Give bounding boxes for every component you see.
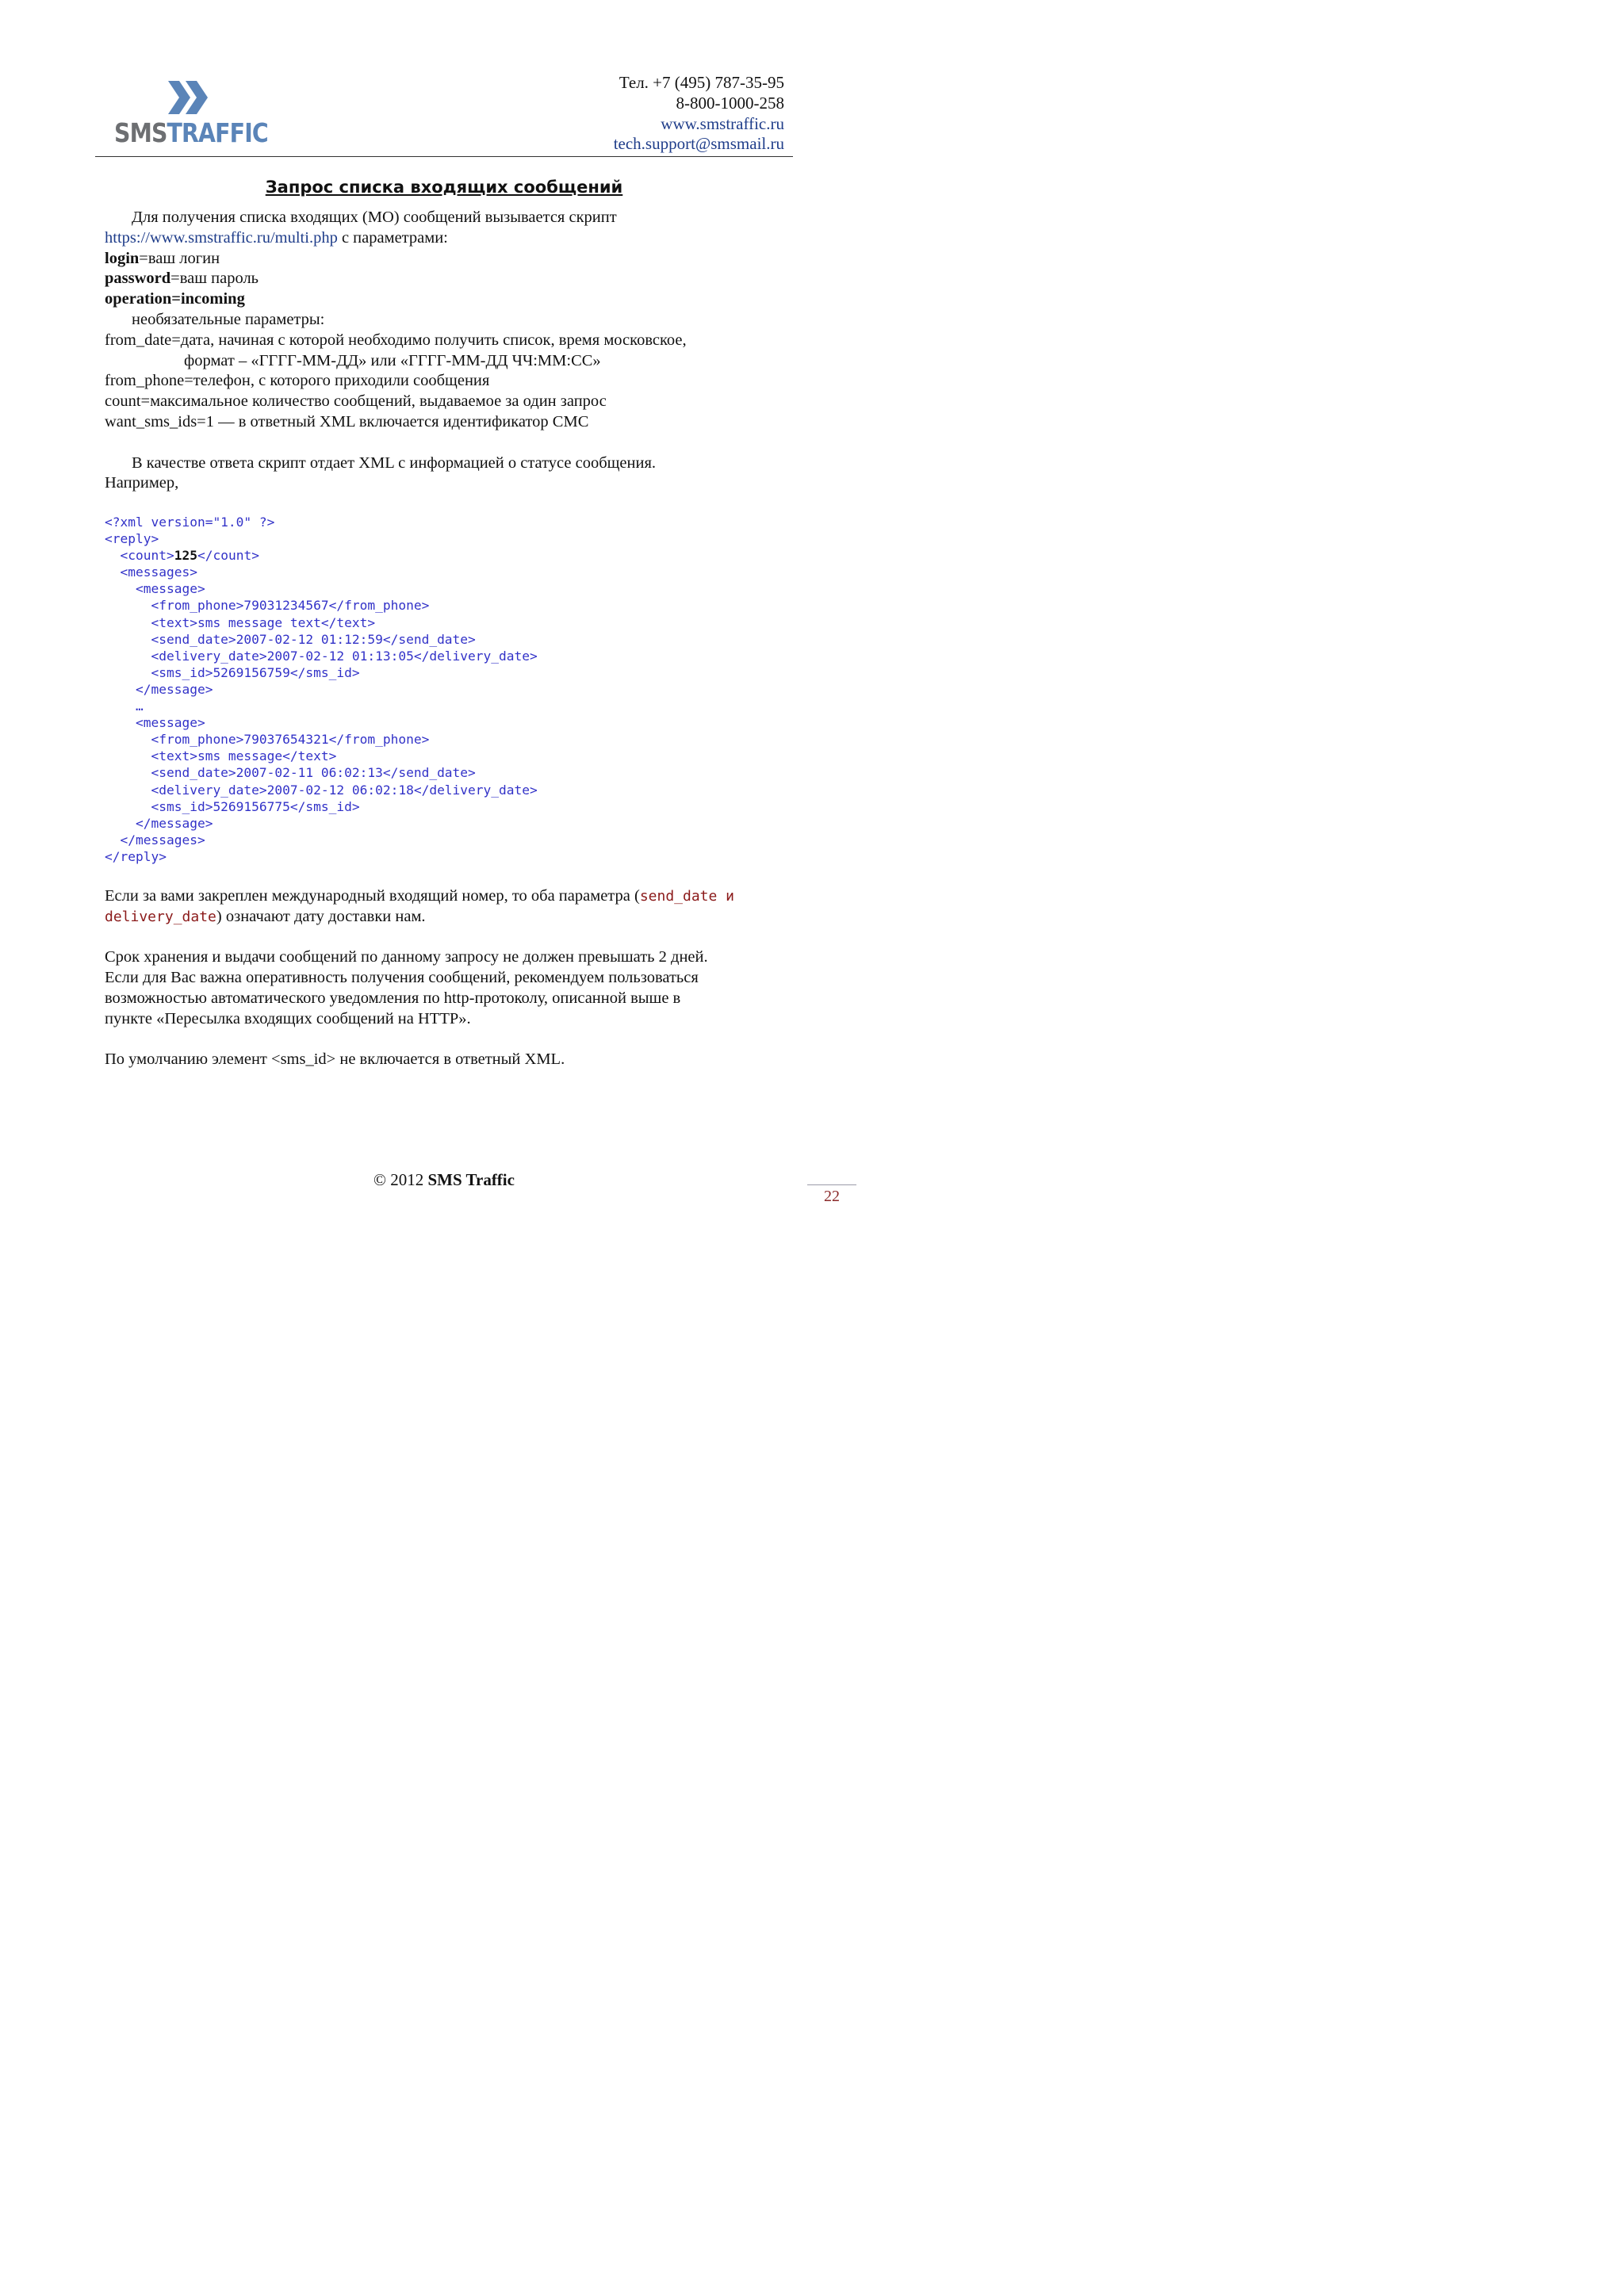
page-number: 22 xyxy=(824,1188,840,1205)
multi-php-link[interactable]: https://www.smstraffic.ru/multi.php xyxy=(105,228,338,247)
code-line: <from_phone>79031234567</from_phone> xyxy=(105,598,430,614)
notes-section xyxy=(105,886,802,1070)
code-line: <delivery_date>2007-02-12 06:02:18</delivery_date> xyxy=(105,782,538,798)
param-name: login xyxy=(105,249,140,267)
optional-want-sms-ids: want_sms_ids=1 — в ответный XML включается идентификатор СМС xyxy=(105,412,589,430)
note-default: По умолчанию элемент <sms_id> не включается в ответный XML. xyxy=(105,1050,565,1069)
param-value: =ваш логин xyxy=(139,249,220,267)
note-storage-line: пункте «Пересылка входящих сообщений на HTTP». xyxy=(105,1009,471,1027)
intro-url-line xyxy=(105,228,802,249)
xml-example xyxy=(105,514,538,865)
code-line: </reply> xyxy=(105,848,167,864)
note-storage-line: Если для Вас важна оперативность получения сообщений, рекомендуем пользоваться xyxy=(105,969,699,987)
optional-count: count=максимальное количество сообщений, выдаваемое за один запрос xyxy=(105,392,607,411)
code-line: <message> xyxy=(105,715,205,731)
copyright-text: © 2012 xyxy=(373,1170,428,1189)
param-name: password xyxy=(105,270,171,288)
count-value: 125 xyxy=(174,548,197,564)
optional-from-date: from_date=дата, начиная с которой необходимо получить список, время московское, xyxy=(105,331,687,349)
code-line: </count> xyxy=(197,548,259,564)
note-storage-line: возможностью автоматического уведомления по http-протоколу, описанной выше в xyxy=(105,989,681,1007)
param-login xyxy=(105,249,802,270)
contact-block xyxy=(614,73,784,155)
code-line: <reply> xyxy=(105,531,159,547)
note-storage-line: Срок хранения и выдачи сообщений по данному запросу не должен превышать 2 дней. xyxy=(105,948,708,966)
page-number-rule xyxy=(807,1184,856,1185)
support-email-link[interactable]: tech.support@smsmail.ru xyxy=(613,134,784,154)
param-send-date: send_date и xyxy=(639,888,735,905)
example-label: Например, xyxy=(105,474,179,492)
code-line: … xyxy=(105,698,144,714)
page-title: Запрос списка входящих сообщений xyxy=(265,178,623,197)
note-international xyxy=(105,886,802,907)
param-operation xyxy=(105,289,802,310)
logo-wordmark xyxy=(114,117,268,148)
code-line: <from_phone>79037654321</from_phone> xyxy=(105,732,430,748)
param-delivery-date: delivery_date xyxy=(105,908,216,925)
code-line: <?xml version="1.0" ?> xyxy=(105,515,275,530)
optional-from-date-format: формат – «ГГГГ-ММ-ДД» или «ГГГГ-ММ-ДД ЧЧ:ММ:СС» xyxy=(184,351,601,369)
code-line: </message> xyxy=(105,681,213,697)
note-international-cont xyxy=(105,907,802,928)
footer-brand: SMS Traffic xyxy=(427,1170,515,1189)
logo-text-traffic: TRAFFIC xyxy=(167,117,268,148)
intro-url-suffix: с параметрами: xyxy=(337,228,448,247)
optional-heading: необязательные параметры: xyxy=(132,310,325,328)
code-line: <sms_id>5269156759</sms_id> xyxy=(105,664,360,680)
note-text: ) означают дату доставки нам. xyxy=(216,907,426,925)
main-content xyxy=(105,208,802,494)
logo-text-sms: SMS xyxy=(114,117,167,148)
param-password xyxy=(105,269,802,289)
note-text: Если за вами закреплен международный входящий номер, то оба параметра ( xyxy=(105,887,640,905)
code-line: <text>sms message</text> xyxy=(105,748,337,764)
code-line: <text>sms message text</text> xyxy=(105,614,376,630)
optional-from-phone: from_phone=телефон, с которого приходили сообщения xyxy=(105,372,490,390)
code-line: <send_date>2007-02-12 01:12:59</send_date> xyxy=(105,631,476,647)
code-line: </message> xyxy=(105,815,213,831)
param-name: operation=incoming xyxy=(105,290,245,308)
code-line: </messages> xyxy=(105,832,205,848)
phone-free: 8-800-1000-258 xyxy=(676,93,784,113)
response-intro: В качестве ответа скрипт отдает XML с информацией о статусе сообщения. xyxy=(132,453,657,472)
website-link[interactable]: www.smstraffic.ru xyxy=(661,113,784,133)
code-line: <send_date>2007-02-11 06:02:13</send_date> xyxy=(105,765,476,781)
code-line: <messages> xyxy=(105,564,197,580)
code-line: <delivery_date>2007-02-12 01:13:05</delivery_date> xyxy=(105,648,538,664)
header-divider xyxy=(95,156,793,157)
smstraffic-logo xyxy=(111,76,270,152)
phone-main: Тел. +7 (495) 787-35-95 xyxy=(619,73,784,92)
footer-copyright xyxy=(0,1170,888,1190)
code-line: <sms_id>5269156775</sms_id> xyxy=(105,798,360,814)
code-line: <count> xyxy=(105,548,174,564)
double-chevron-logo-icon xyxy=(167,79,211,116)
intro-text: Для получения списка входящих (МО) сообщений вызывается скрипт xyxy=(132,209,617,226)
code-line: <message> xyxy=(105,581,205,597)
param-value: =ваш пароль xyxy=(170,270,259,288)
